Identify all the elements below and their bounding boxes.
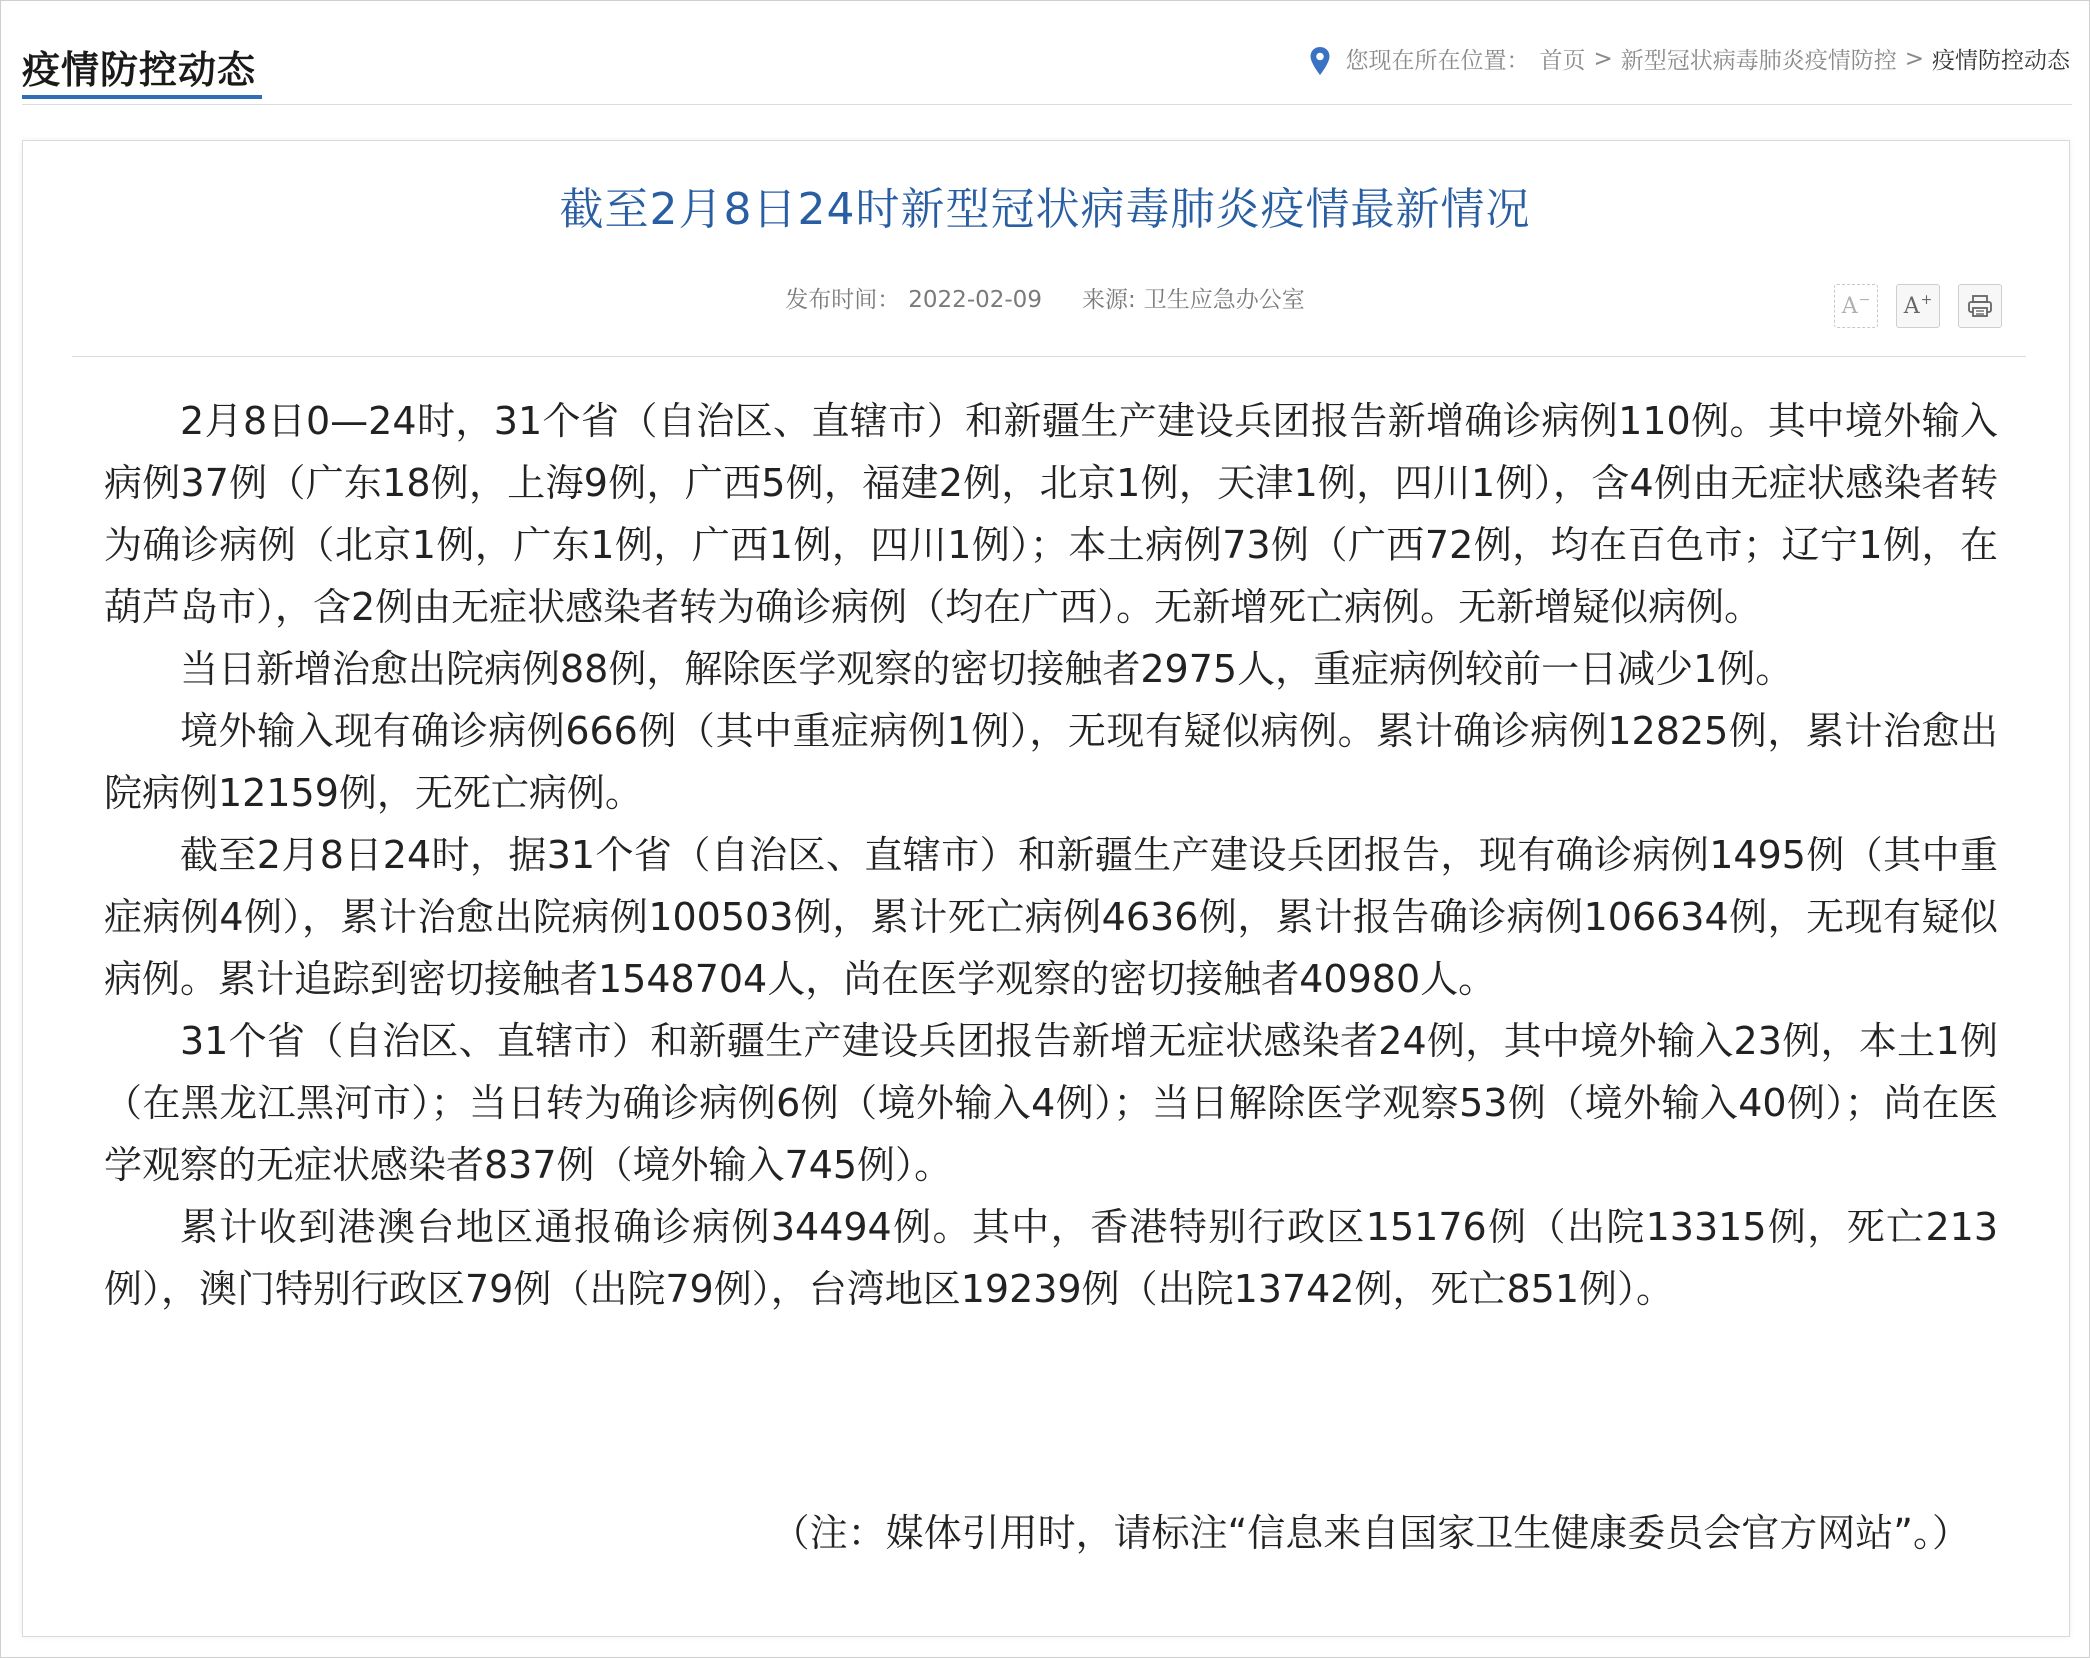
- print-button[interactable]: [1958, 284, 2002, 328]
- breadcrumb-separator: >: [1904, 45, 1924, 72]
- article-divider: [72, 356, 2026, 357]
- source-value: 卫生应急办公室: [1143, 287, 1305, 313]
- article-paragraph: 当日新增治愈出院病例88例，解除医学观察的密切接触者2975人，重症病例较前一日减少1例。: [180, 647, 1794, 691]
- article-body: [104, 390, 1998, 1320]
- breadcrumb-current: 疫情防控动态: [1932, 48, 2070, 74]
- article-paragraph: 31个省（自治区、直辖市）和新疆生产建设兵团报告新增无症状感染者24例，其中境外输入23例，本土1例（在黑龙江黑河市）；当日转为确诊病例6例（境外输入4例）；当日解除医学观察53例（境外输入40例）；尚在医学观察的无症状感染者837例（境外输入745例）。: [104, 1019, 1998, 1187]
- breadcrumb-separator: >: [1593, 45, 1613, 72]
- article-paragraph: 境外输入现有确诊病例666例（其中重症病例1例），无现有疑似病例。累计确诊病例12825例，累计治愈出院病例12159例，无死亡病例。: [104, 709, 1998, 815]
- font-increase-button[interactable]: A +: [1896, 284, 1940, 328]
- breadcrumb: [1309, 42, 2070, 75]
- publish-time-label: 发布时间：: [785, 287, 901, 313]
- source-label: 来源:: [1081, 287, 1136, 313]
- location-pin-icon: [1309, 46, 1331, 76]
- citation-note: （注：媒体引用时，请标注“信息来自国家卫生健康委员会官方网站”。）: [771, 1511, 1970, 1555]
- section-title: 疫情防控动态: [22, 48, 257, 92]
- font-increase-icon: A: [1903, 293, 1920, 319]
- printer-icon: [1967, 294, 1993, 318]
- article-title: 截至2月8日24时新型冠状病毒肺炎疫情最新情况: [559, 184, 1531, 235]
- article-tools: [1834, 284, 2002, 328]
- breadcrumb-prefix: 您现在所在位置：: [1345, 48, 1530, 74]
- article-paragraph: 累计收到港澳台地区通报确诊病例34494例。其中，香港特别行政区15176例（出院13315例，死亡213例），澳门特别行政区79例（出院79例），台湾地区19239例（出院13742例，死亡851例）。: [104, 1205, 1998, 1311]
- header-divider: [22, 104, 2072, 105]
- article-paragraph: 2月8日0—24时，31个省（自治区、直辖市）和新疆生产建设兵团报告新增确诊病例110例。其中境外输入病例37例（广东18例，上海9例，广西5例，福建2例，北京1例，天津1例，四川1例），含4例由无症状感染者转为确诊病例（北京1例，广东1例，广西1例，四川1例）；本土病例73例（广西72例，均在百色市；辽宁1例，在葫芦岛市），含2例由无症状感染者转为确诊病例（均在广西）。无新增死亡病例。无新增疑似病例。: [104, 399, 1998, 629]
- breadcrumb-covid-link[interactable]: 新型冠状病毒肺炎疫情防控: [1620, 48, 1897, 74]
- article-paragraph: 截至2月8日24时，据31个省（自治区、直辖市）和新疆生产建设兵团报告，现有确诊病例1495例（其中重症病例4例），累计治愈出院病例100503例，累计死亡病例4636例，累计报告确诊病例106634例，无现有疑似病例。累计追踪到密切接触者1548704人，尚在医学观察的密切接触者40980人。: [104, 833, 1998, 1001]
- section-title-underline: [22, 95, 262, 99]
- breadcrumb-home-link[interactable]: 首页: [1539, 48, 1586, 74]
- publish-date: 2022-02-09: [908, 287, 1042, 313]
- font-decrease-icon: A: [1841, 293, 1858, 319]
- article-meta: [0, 284, 2090, 316]
- font-decrease-button[interactable]: A −: [1834, 284, 1878, 328]
